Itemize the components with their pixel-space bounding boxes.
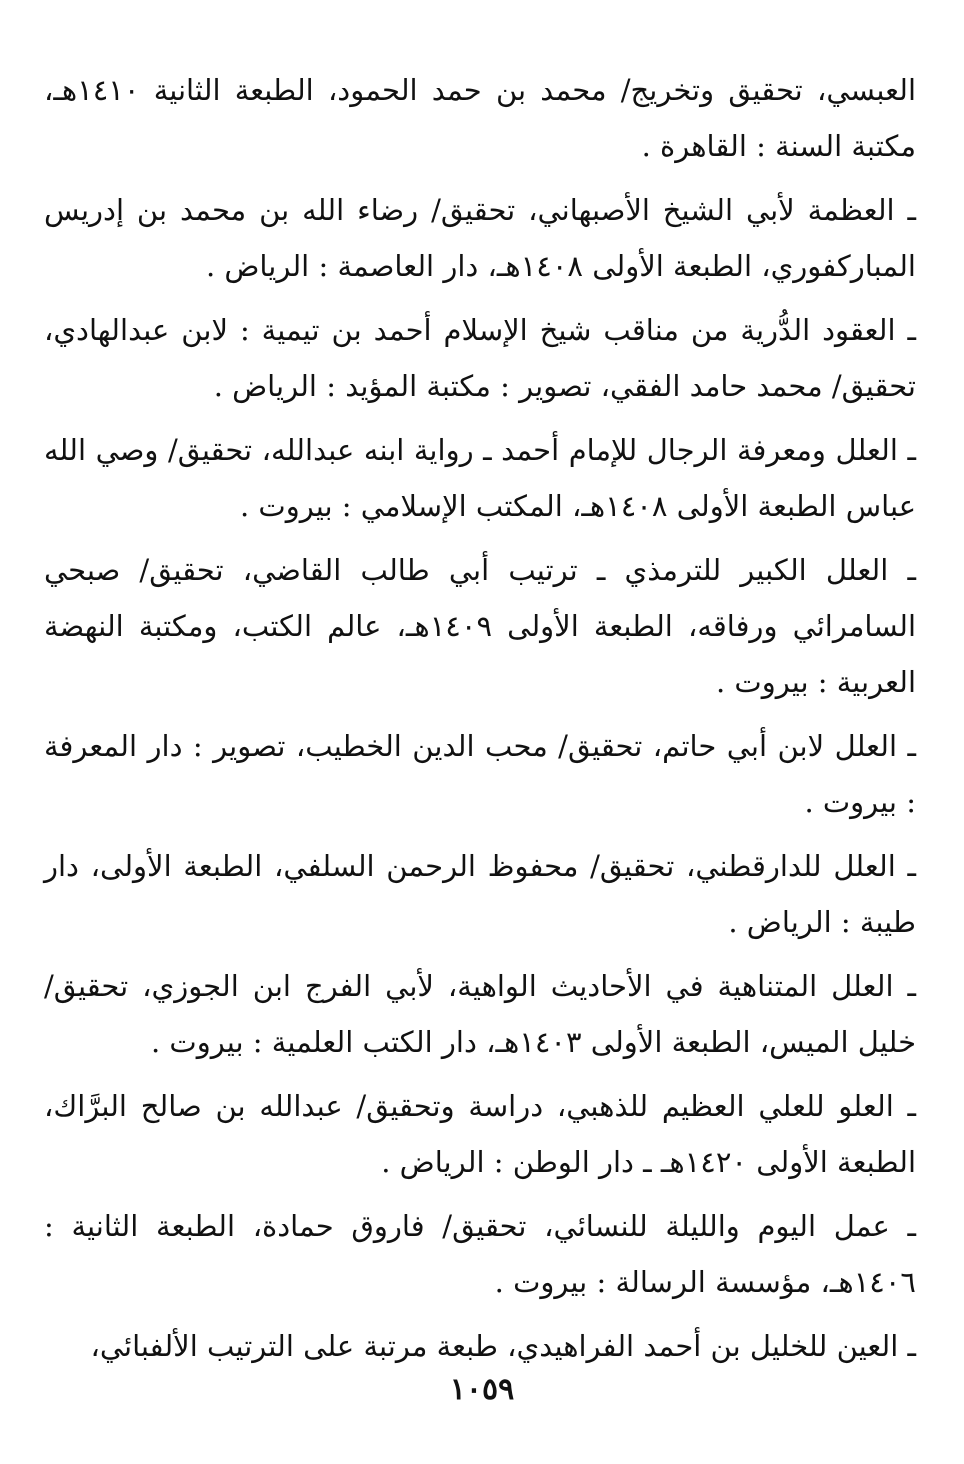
bibliography-entry: ـ العين للخليل بن أحمد الفراهيدي، طبعة مرتبة على الترتيب الألفبائي،: [90, 1329, 916, 1363]
bibliography-entry: ـ العلل ومعرفة الرجال للإمام أحمد ـ رواية ابنه عبدالله، تحقيق/ وصي الله عباس الطبعة الأولى ١٤٠٨هـ، المكتب الإسلامي : بيروت .: [44, 433, 916, 523]
bibliography-entry: ـ العلل الكبير للترمذي ـ ترتيب أبي طالب القاضي، تحقيق/ صبحي السامرائي ورفاقه، الطبعة الأولى ١٤٠٩هـ، عالم الكتب، ومكتبة النهضة العربية : بيروت .: [44, 553, 916, 699]
page-number: ١٠٥٩: [449, 1372, 515, 1407]
bibliography-entry: العبسي، تحقيق وتخريج/ محمد بن حمد الحمود، الطبعة الثانية ١٤١٠هـ، مكتبة السنة : القاهرة .: [44, 73, 916, 163]
bibliography-entry: ـ العلل المتناهية في الأحاديث الواهية، لأبي الفرج ابن الجوزي، تحقيق/ خليل الميس، الطبعة الأولى ١٤٠٣هـ، دار الكتب العلمية : بيروت .: [44, 969, 916, 1059]
bibliography-list: [44, 62, 916, 1374]
bibliography-entry: ـ العقود الدُّرية من مناقب شيخ الإسلام أحمد بن تيمية : لابن عبدالهادي، تحقيق/ محمد حامد الفقي، تصوير : مكتبة المؤيد : الرياض .: [44, 313, 916, 403]
bibliography-entry: ـ العلو للعلي العظيم للذهبي، دراسة وتحقيق/ عبدالله بن صالح البرَّاك، الطبعة الأولى ١٤٢٠هـ ـ دار الوطن : الرياض .: [44, 1089, 916, 1179]
bibliography-entry: ـ العلل للدارقطني، تحقيق/ محفوظ الرحمن السلفي، الطبعة الأولى، دار طيبة : الرياض .: [44, 849, 916, 939]
bibliography-entry: ـ العظمة لأبي الشيخ الأصبهاني، تحقيق/ رضاء الله بن محمد بن إدريس المباركفوري، الطبعة الأولى ١٤٠٨هـ، دار العاصمة : الرياض .: [44, 193, 916, 283]
bibliography-entry: ـ العلل لابن أبي حاتم، تحقيق/ محب الدين الخطيب، تصوير : دار المعرفة : بيروت .: [44, 729, 916, 819]
bibliography-entry: ـ عمل اليوم والليلة للنسائي، تحقيق/ فاروق حمادة، الطبعة الثانية : ١٤٠٦هـ، مؤسسة الرسالة : بيروت .: [44, 1209, 916, 1299]
